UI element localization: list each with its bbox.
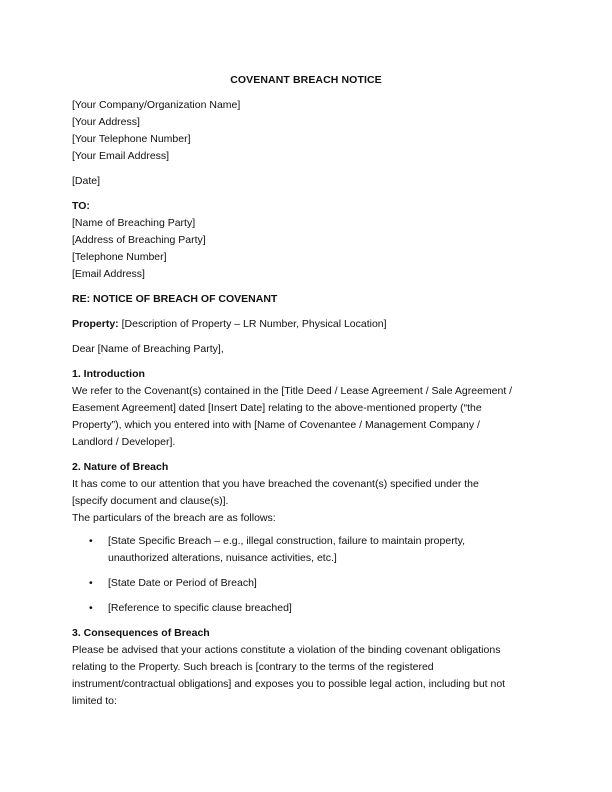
introduction-line: Property”), which you entered into with [Name of Covenantee / Management Company /	[72, 419, 480, 431]
property-block	[72, 316, 540, 333]
property-label: Property:	[72, 318, 119, 330]
nature-heading: 2. Nature of Breach	[72, 461, 169, 473]
introduction-heading: 1. Introduction	[72, 368, 145, 380]
salutation-block	[72, 341, 540, 358]
section-introduction	[72, 366, 540, 451]
recipient-name: [Name of Breaching Party]	[72, 217, 196, 229]
recipient-email: [Email Address]	[72, 268, 145, 280]
recipient-label: TO:	[72, 200, 90, 212]
list-item-text: [State Specific Breach – e.g., illegal construction, failure to maintain property,	[108, 535, 465, 547]
sender-block	[72, 97, 540, 165]
introduction-line: Easement Agreement] dated [Insert Date] relating to the above-mentioned property (“the	[72, 402, 482, 414]
list-item-text: [Reference to specific clause breached]	[108, 602, 292, 614]
list-item-text: unauthorized alterations, nuisance activities, etc.]	[108, 552, 337, 564]
re-line: RE: NOTICE OF BREACH OF COVENANT	[72, 293, 278, 305]
consequences-line: limited to:	[72, 695, 117, 707]
document-title: COVENANT BREACH NOTICE	[230, 74, 382, 86]
nature-line: It has come to our attention that you have breached the covenant(s) specified under the	[72, 478, 479, 490]
salutation: Dear [Name of Breaching Party],	[72, 343, 224, 355]
recipient-address: [Address of Breaching Party]	[72, 234, 206, 246]
list-item	[72, 575, 540, 592]
list-item	[72, 533, 540, 567]
property-line	[72, 316, 540, 333]
sender-phone: [Your Telephone Number]	[72, 133, 191, 145]
sender-email: [Your Email Address]	[72, 150, 170, 162]
recipient-block	[72, 198, 540, 283]
re-line-block	[72, 291, 540, 308]
property-value: [Description of Property – LR Number, Physical Location]	[118, 318, 387, 330]
introduction-line: Landlord / Developer].	[72, 436, 176, 448]
list-item-text: [State Date or Period of Breach]	[108, 577, 257, 589]
nature-line: The particulars of the breach are as follows:	[72, 512, 276, 524]
consequences-heading: 3. Consequences of Breach	[72, 627, 210, 639]
breach-particulars-list	[72, 533, 540, 617]
section-nature-of-breach	[72, 459, 540, 617]
bullet-icon: •	[89, 602, 93, 614]
bullet-icon: •	[89, 577, 93, 589]
date-block	[72, 173, 540, 190]
bullet-icon: •	[89, 535, 93, 547]
consequences-line: Please be advised that your actions constitute a violation of the binding covenant obligations	[72, 644, 501, 656]
introduction-line: We refer to the Covenant(s) contained in the [Title Deed / Lease Agreement / Sale Agreement /	[72, 385, 513, 397]
sender-company: [Your Company/Organization Name]	[72, 99, 241, 111]
list-item	[72, 600, 540, 617]
section-consequences	[72, 625, 540, 710]
consequences-line: relating to the Property. Such breach is [contrary to the terms of the registered	[72, 661, 434, 673]
consequences-line: instrument/contractual obligations] and exposes you to possible legal action, including but not	[72, 678, 506, 690]
recipient-phone: [Telephone Number]	[72, 251, 167, 263]
notice-date: [Date]	[72, 175, 101, 187]
nature-line: [specify document and clause(s)].	[72, 495, 229, 507]
sender-address: [Your Address]	[72, 116, 140, 128]
